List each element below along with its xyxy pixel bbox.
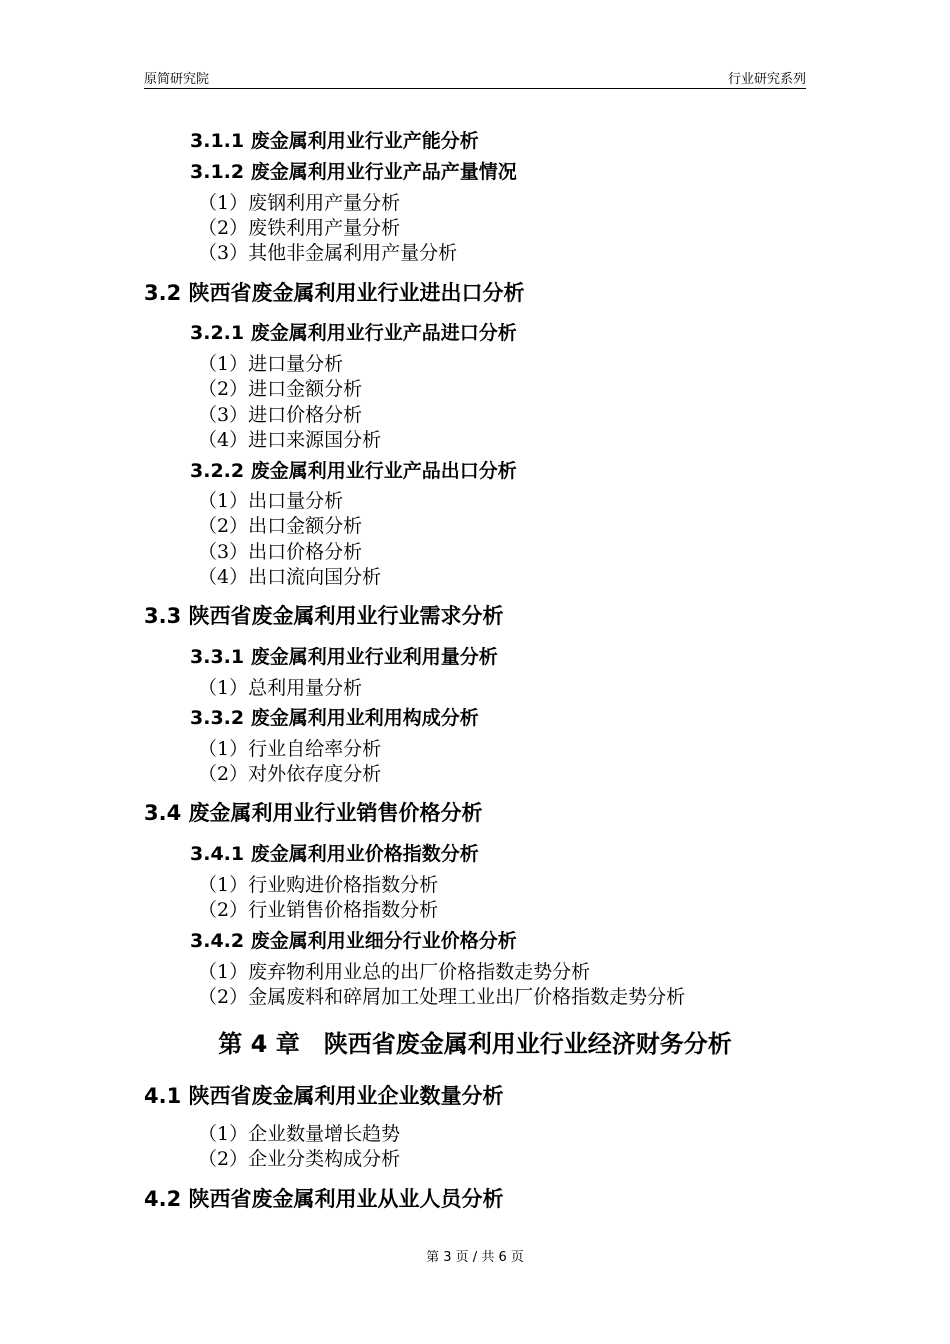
toc-heading-3-2-2: 3.2.2 废金属利用业行业产品出口分析	[190, 460, 517, 482]
toc-heading-3-3-2: 3.3.2 废金属利用业利用构成分析	[190, 707, 479, 729]
toc-item: （1）废弃物利用业总的出厂价格指数走势分析	[198, 961, 591, 983]
toc-item: （2）出口金额分析	[198, 515, 363, 537]
toc-heading-3-2-1: 3.2.1 废金属利用业行业产品进口分析	[190, 322, 517, 344]
toc-item: （1）企业数量增长趋势	[198, 1123, 401, 1145]
page-footer: 第 3 页 / 共 6 页	[426, 1250, 524, 1265]
toc-item: （1）总利用量分析	[198, 677, 363, 699]
toc-heading-4-1: 4.1 陕西省废金属利用业企业数量分析	[144, 1084, 504, 1108]
toc-item: （2）进口金额分析	[198, 378, 363, 400]
toc-item: （1）进口量分析	[198, 353, 344, 375]
toc-item: （1）行业自给率分析	[198, 738, 382, 760]
toc-heading-4-2: 4.2 陕西省废金属利用业从业人员分析	[144, 1187, 504, 1211]
toc-heading-3-4-2: 3.4.2 废金属利用业细分行业价格分析	[190, 930, 517, 952]
toc-item: （1）废钢利用产量分析	[198, 192, 401, 214]
toc-heading-3-4: 3.4 废金属利用业行业销售价格分析	[144, 801, 483, 825]
toc-item: （2）行业销售价格指数分析	[198, 899, 439, 921]
toc-item: （1）行业购进价格指数分析	[198, 874, 439, 896]
toc-item: （4）出口流向国分析	[198, 566, 382, 588]
toc-item: （4）进口来源国分析	[198, 429, 382, 451]
toc-item: （3）进口价格分析	[198, 404, 363, 426]
toc-item: （2）废铁利用产量分析	[198, 217, 401, 239]
toc-item: （2）企业分类构成分析	[198, 1148, 401, 1170]
toc-item: （2）金属废料和碎屑加工处理工业出厂价格指数走势分析	[198, 986, 686, 1008]
toc-item: （3）其他非金属利用产量分析	[198, 242, 458, 264]
toc-heading-3-3-1: 3.3.1 废金属利用业行业利用量分析	[190, 646, 498, 668]
toc-heading-3-1-2: 3.1.2 废金属利用业行业产品产量情况	[190, 161, 517, 183]
header-series: 行业研究系列	[727, 72, 806, 87]
toc-heading-3-3: 3.3 陕西省废金属利用业行业需求分析	[144, 604, 504, 628]
toc-item: （2）对外依存度分析	[198, 763, 382, 785]
toc-item: （3）出口价格分析	[198, 541, 363, 563]
page-header	[144, 64, 806, 89]
header-publisher: 原简研究院	[144, 72, 210, 87]
chapter-title: 第 4 章 陕西省废金属利用业行业经济财务分析	[218, 1030, 732, 1058]
toc-item: （1）出口量分析	[198, 490, 344, 512]
toc-heading-3-1-1: 3.1.1 废金属利用业行业产能分析	[190, 130, 479, 152]
toc-heading-3-4-1: 3.4.1 废金属利用业价格指数分析	[190, 843, 479, 865]
toc-heading-3-2: 3.2 陕西省废金属利用业行业进出口分析	[144, 281, 525, 305]
